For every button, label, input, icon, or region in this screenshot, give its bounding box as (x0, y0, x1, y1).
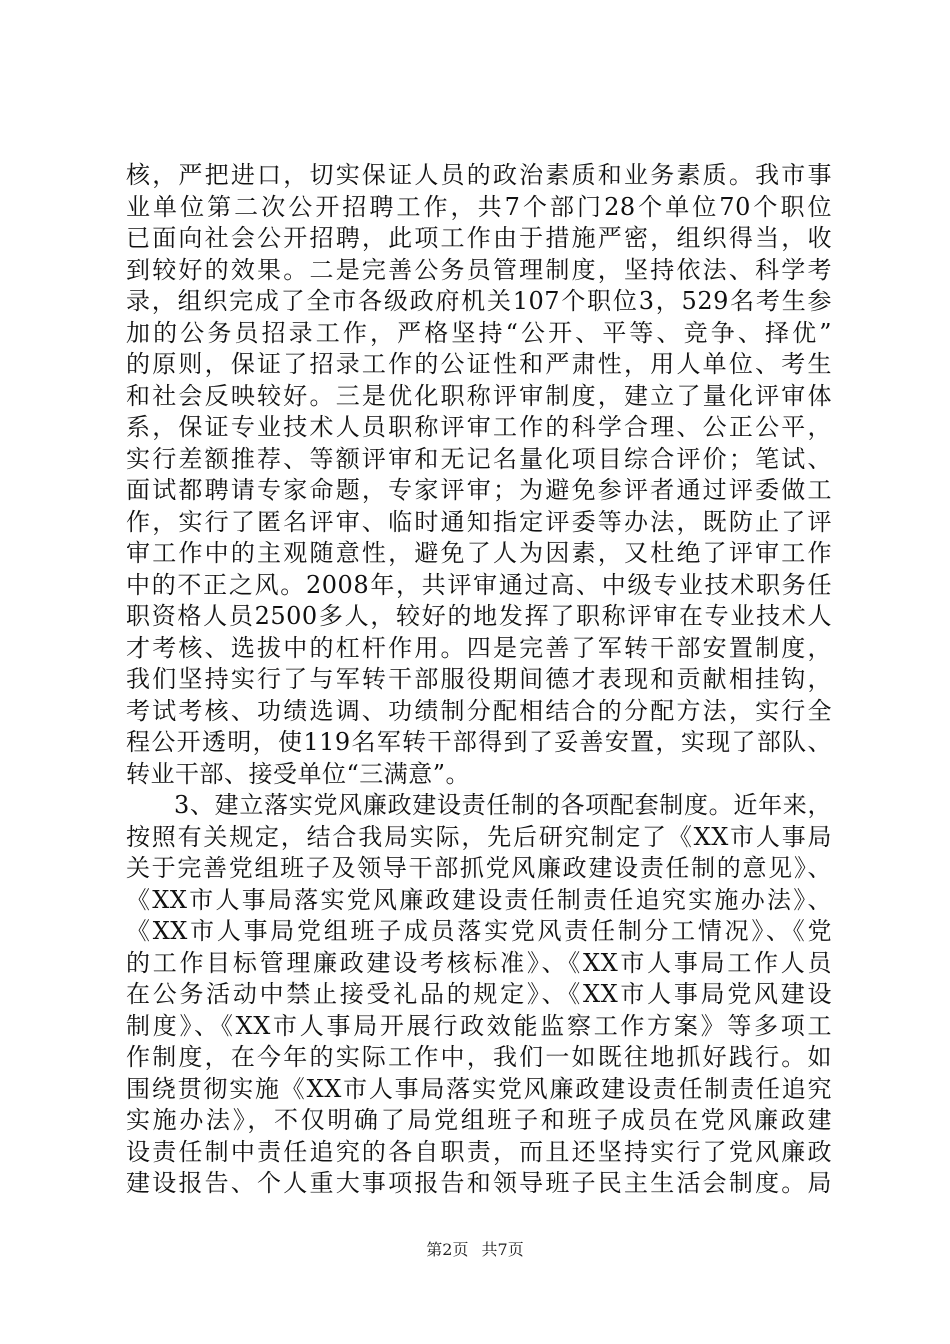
text-line: 程公开透明，使119名军转干部得到了妥善安置，实现了部队、 (126, 728, 832, 756)
text-line: 中的不正之风。2008年，共评审通过高、中级专业技术职务任 (126, 570, 832, 599)
text-line: 的工作目标管理廉政建设考核标准》、《XX市人事局工作人员 (126, 948, 832, 977)
text-line: 考试考核、功绩选调、功绩制分配相结合的分配方法，实行全 (126, 696, 832, 725)
text-line: 和社会反映较好。三是优化职称评审制度，建立了量化评审体 (126, 381, 832, 410)
page-total: 共7页 (481, 1240, 524, 1259)
text-line: 才考核、选拔中的杠杆作用。四是完善了军转干部安置制度， (126, 633, 832, 662)
text-line: 的原则，保证了招录工作的公证性和严肃性，用人单位、考生 (126, 350, 832, 378)
text-line: 《XX市人事局党组班子成员落实党风责任制分工情况》、《党 (126, 917, 832, 945)
text-line: 系，保证专业技术人员职称评审工作的科学合理、公正公平， (126, 413, 832, 441)
text-line: 作，实行了匿名评审、临时通知指定评委等办法，既防止了评 (126, 507, 832, 536)
text-line: 建设报告、个人重大事项报告和领导班子民主生活会制度。局 (126, 1169, 832, 1197)
text-line: 围绕贯彻实施《XX市人事局落实党风廉政建设责任制责任追究 (126, 1074, 832, 1103)
text-line: 实行差额推荐、等额评审和无记名量化项目综合评价；笔试、 (126, 444, 832, 473)
text-line: 实施办法》，不仅明确了局党组班子和班子成员在党风廉政建 (126, 1106, 832, 1134)
text-line: 关于完善党组班子及领导干部抓党风廉政建设责任制的意见》、 (126, 854, 832, 882)
text-line: 《XX市人事局落实党风廉政建设责任制责任追究实施办法》、 (126, 885, 832, 914)
page-number: 第2页 (426, 1240, 469, 1259)
text-line: 已面向社会公开招聘，此项工作由于措施严密，组织得当，收 (126, 224, 832, 252)
text-line: 制度》、《XX市人事局开展行政效能监察工作方案》等多项工 (126, 1011, 832, 1040)
body-text (126, 160, 832, 1200)
text-line: 作制度，在今年的实际工作中，我们一如既往地抓好践行。如 (126, 1043, 832, 1071)
text-line: 职资格人员2500多人，较好的地发挥了职称评审在专业技术人 (126, 602, 832, 630)
text-line: 加的公务员招录工作，严格坚持“公开、平等、竞争、择优” (126, 318, 832, 347)
text-line: 核，严把进口，切实保证人员的政治素质和业务素质。我市事 (126, 161, 832, 189)
paragraph-start-line: 3、建立落实党风廉政建设责任制的各项配套制度。近年来， (174, 791, 832, 819)
text-line: 设责任制中责任追究的各自职责，而且还坚持实行了党风廉政 (126, 1137, 832, 1166)
page-footer (0, 1240, 950, 1260)
text-line: 业单位第二次公开招聘工作，共7个部门28个单位70个职位 (126, 192, 832, 221)
text-line: 面试都聘请专家命题，专家评审；为避免参评者通过评委做工 (126, 476, 832, 504)
text-line: 到较好的效果。二是完善公务员管理制度，坚持依法、科学考 (126, 255, 832, 284)
text-line: 转业干部、接受单位“三满意”。 (126, 759, 471, 788)
text-line: 在公务活动中禁止接受礼品的规定》、《XX市人事局党风建设 (126, 980, 832, 1008)
text-line: 我们坚持实行了与军转干部服役期间德才表现和贡献相挂钩， (126, 665, 832, 693)
text-line: 按照有关规定，结合我局实际，先后研究制定了《XX市人事局 (126, 822, 832, 851)
text-line: 录，组织完成了全市各级政府机关107个职位3，529名考生参 (126, 287, 832, 315)
text-line: 审工作中的主观随意性，避免了人为因素，又杜绝了评审工作 (126, 539, 832, 567)
